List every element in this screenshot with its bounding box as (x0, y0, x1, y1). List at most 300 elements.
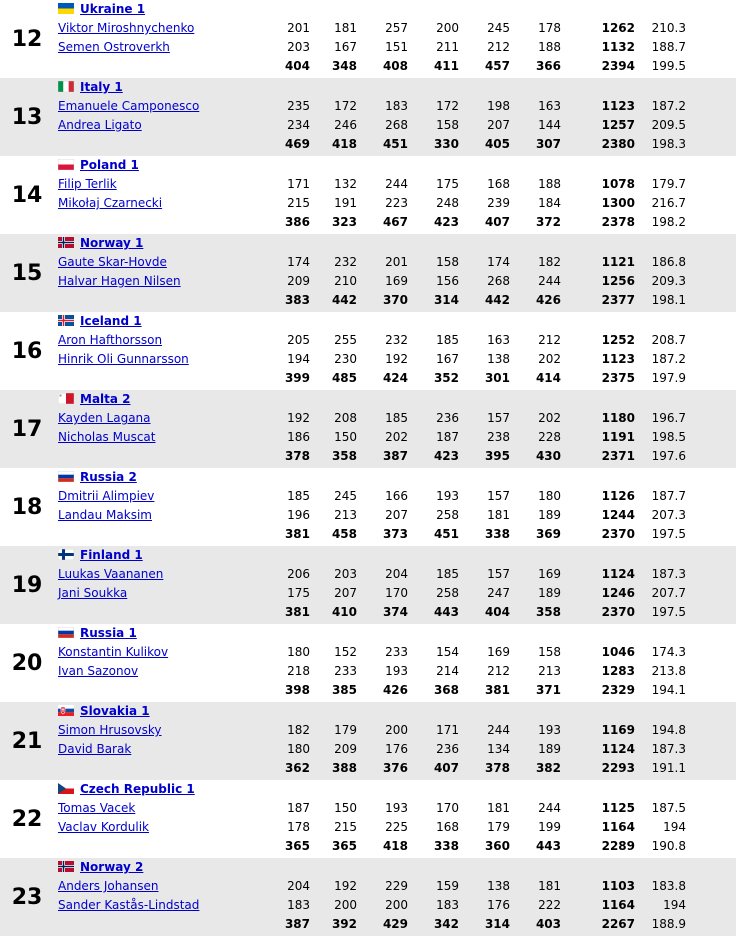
game-score: 203 (310, 565, 357, 584)
game-score: 134 (459, 740, 510, 759)
team-block (0, 312, 736, 390)
player-row (0, 331, 736, 350)
team-total-row (0, 915, 736, 936)
team-game-total: 371 (510, 681, 561, 702)
team-average: 197.5 (635, 525, 686, 546)
player-name-cell (54, 428, 270, 447)
game-score: 204 (357, 565, 408, 584)
team-header-row (0, 858, 736, 877)
team-average: 194.1 (635, 681, 686, 702)
poland-flag-icon (58, 157, 74, 168)
spacer-cell (54, 603, 270, 624)
game-score: 200 (357, 721, 408, 740)
game-score: 180 (270, 740, 310, 759)
game-score: 150 (310, 799, 357, 818)
game-score: 187 (270, 799, 310, 818)
team-name-link[interactable]: Russia 1 (80, 626, 137, 640)
team-header-row (0, 468, 736, 487)
game-score: 202 (510, 350, 561, 369)
spacer-cell (686, 915, 736, 936)
game-score: 215 (270, 194, 310, 213)
player-name-cell (54, 253, 270, 272)
player-name-link[interactable]: David Barak (58, 742, 132, 756)
spacer-cell (686, 584, 736, 603)
game-score: 258 (408, 584, 459, 603)
game-score: 200 (357, 896, 408, 915)
team-header-row (0, 156, 736, 175)
game-score: 210 (310, 272, 357, 291)
team-game-total: 451 (408, 525, 459, 546)
game-score: 200 (408, 19, 459, 38)
player-name-link[interactable]: Ivan Sazonov (58, 664, 139, 678)
player-row (0, 487, 736, 506)
player-row (0, 97, 736, 116)
norway-flag-icon (58, 859, 74, 870)
team-game-total: 467 (357, 213, 408, 234)
team-name-link[interactable]: Italy 1 (80, 80, 123, 94)
team-name-cell (54, 390, 736, 409)
game-score: 166 (357, 487, 408, 506)
player-name-link[interactable]: Tomas Vacek (58, 801, 136, 815)
player-name-link[interactable]: Viktor Miroshnychenko (58, 21, 195, 35)
team-game-total: 385 (310, 681, 357, 702)
team-game-total: 352 (408, 369, 459, 390)
player-name-link[interactable]: Andrea Ligato (58, 118, 142, 132)
team-name-link[interactable]: Malta 2 (80, 392, 131, 406)
team-total-row (0, 759, 736, 780)
game-score: 184 (510, 194, 561, 213)
team-name-link[interactable]: Russia 2 (80, 470, 137, 484)
game-score: 239 (459, 194, 510, 213)
team-game-total: 301 (459, 369, 510, 390)
team-average: 197.5 (635, 603, 686, 624)
team-name-link[interactable]: Poland 1 (80, 158, 139, 172)
player-total: 1256 (561, 272, 635, 291)
game-score: 157 (459, 565, 510, 584)
player-name-cell (54, 194, 270, 213)
game-score: 247 (459, 584, 510, 603)
russia-flag-icon (58, 625, 74, 636)
game-score: 163 (459, 331, 510, 350)
spacer-cell (54, 759, 270, 780)
team-game-total: 424 (357, 369, 408, 390)
game-score: 180 (270, 643, 310, 662)
player-name-cell (54, 116, 270, 135)
player-row (0, 799, 736, 818)
game-score: 181 (510, 877, 561, 896)
iceland-flag-icon (58, 313, 74, 324)
team-name-link[interactable]: Norway 2 (80, 860, 144, 874)
player-row (0, 116, 736, 135)
player-total: 1283 (561, 662, 635, 681)
player-name-cell (54, 19, 270, 38)
team-grand-total: 2371 (561, 447, 635, 468)
player-name-link[interactable]: Hinrik Oli Gunnarsson (58, 352, 189, 366)
player-row (0, 877, 736, 896)
player-total: 1262 (561, 19, 635, 38)
player-row (0, 643, 736, 662)
team-game-total: 469 (270, 135, 310, 156)
game-score: 244 (510, 272, 561, 291)
player-row (0, 38, 736, 57)
team-average: 197.6 (635, 447, 686, 468)
game-score: 244 (510, 799, 561, 818)
team-rank: 19 (0, 546, 54, 624)
spacer-cell (686, 116, 736, 135)
team-total-row (0, 603, 736, 624)
team-rank: 21 (0, 702, 54, 780)
game-score: 154 (408, 643, 459, 662)
spacer-cell (686, 603, 736, 624)
spacer-cell (686, 525, 736, 546)
team-total-row (0, 369, 736, 390)
team-game-total: 358 (510, 603, 561, 624)
game-score: 235 (270, 97, 310, 116)
team-game-total: 407 (408, 759, 459, 780)
game-score: 207 (459, 116, 510, 135)
player-average: 198.5 (635, 428, 686, 447)
game-score: 214 (408, 662, 459, 681)
spacer-cell (686, 799, 736, 818)
team-game-total: 395 (459, 447, 510, 468)
spacer-cell (54, 135, 270, 156)
game-score: 192 (270, 409, 310, 428)
game-score: 201 (270, 19, 310, 38)
game-score: 187 (408, 428, 459, 447)
team-average: 188.9 (635, 915, 686, 936)
player-name-link[interactable]: Semen Ostroverkh (58, 40, 170, 54)
game-score: 169 (357, 272, 408, 291)
player-name-link[interactable]: Luukas Vaananen (58, 567, 164, 581)
player-name-link[interactable]: Konstantin Kulikov (58, 645, 169, 659)
game-score: 233 (310, 662, 357, 681)
player-name-link[interactable]: Landau Maksim (58, 508, 152, 522)
team-game-total: 362 (270, 759, 310, 780)
team-rank: 13 (0, 78, 54, 156)
norway-flag-icon (58, 235, 74, 246)
game-score: 185 (408, 565, 459, 584)
player-total: 1246 (561, 584, 635, 603)
team-game-total: 430 (510, 447, 561, 468)
player-average: 174.3 (635, 643, 686, 662)
team-name-cell (54, 468, 736, 487)
game-score: 199 (510, 818, 561, 837)
spacer-cell (54, 447, 270, 468)
game-score: 176 (459, 896, 510, 915)
game-score: 225 (357, 818, 408, 837)
player-row (0, 565, 736, 584)
game-score: 181 (310, 19, 357, 38)
team-average: 199.5 (635, 57, 686, 78)
game-score: 229 (357, 877, 408, 896)
game-score: 171 (270, 175, 310, 194)
team-average: 198.2 (635, 213, 686, 234)
spacer-cell (54, 291, 270, 312)
game-score: 172 (408, 97, 459, 116)
spacer-cell (686, 818, 736, 837)
player-name-link[interactable]: Dmitrii Alimpiev (58, 489, 155, 503)
team-grand-total: 2375 (561, 369, 635, 390)
player-name-link[interactable]: Sander Kastås-Lindstad (58, 898, 200, 912)
game-score: 236 (408, 409, 459, 428)
player-average: 216.7 (635, 194, 686, 213)
team-name-link[interactable]: Norway 1 (80, 236, 144, 250)
player-row (0, 506, 736, 525)
team-game-total: 426 (357, 681, 408, 702)
game-score: 183 (408, 896, 459, 915)
game-score: 205 (270, 331, 310, 350)
team-game-total: 360 (459, 837, 510, 858)
player-average: 187.3 (635, 565, 686, 584)
team-game-total: 370 (357, 291, 408, 312)
team-game-total: 403 (510, 915, 561, 936)
team-game-total: 378 (459, 759, 510, 780)
spacer-cell (54, 915, 270, 936)
spacer-cell (54, 837, 270, 858)
team-game-total: 381 (459, 681, 510, 702)
team-name-link[interactable]: Finland 1 (80, 548, 143, 562)
player-average: 187.3 (635, 740, 686, 759)
team-name-cell (54, 234, 736, 253)
team-name-link[interactable]: Iceland 1 (80, 314, 142, 328)
team-rank: 14 (0, 156, 54, 234)
game-score: 196 (270, 506, 310, 525)
game-score: 159 (408, 877, 459, 896)
player-name-link[interactable]: Halvar Hagen Nilsen (58, 274, 181, 288)
game-score: 258 (408, 506, 459, 525)
game-score: 228 (510, 428, 561, 447)
game-score: 185 (408, 331, 459, 350)
player-name-cell (54, 175, 270, 194)
spacer-cell (686, 877, 736, 896)
player-average: 186.8 (635, 253, 686, 272)
game-score: 202 (357, 428, 408, 447)
spacer-cell (686, 428, 736, 447)
game-score: 157 (459, 487, 510, 506)
player-total: 1126 (561, 487, 635, 506)
team-block (0, 390, 736, 468)
game-score: 183 (357, 97, 408, 116)
team-block (0, 78, 736, 156)
team-game-total: 372 (510, 213, 561, 234)
team-name-link[interactable]: Ukraine 1 (80, 2, 146, 16)
team-rank: 22 (0, 780, 54, 858)
italy-flag-icon (58, 79, 74, 90)
player-total: 1164 (561, 818, 635, 837)
game-score: 132 (310, 175, 357, 194)
team-game-total: 398 (270, 681, 310, 702)
malta-flag-icon (58, 391, 74, 402)
game-score: 172 (310, 97, 357, 116)
team-game-total: 442 (459, 291, 510, 312)
team-rank: 16 (0, 312, 54, 390)
game-score: 215 (310, 818, 357, 837)
team-rank: 20 (0, 624, 54, 702)
player-total: 1123 (561, 350, 635, 369)
player-name-cell (54, 506, 270, 525)
team-game-total: 378 (270, 447, 310, 468)
team-game-total: 386 (270, 213, 310, 234)
team-rank: 12 (0, 0, 54, 78)
team-grand-total: 2394 (561, 57, 635, 78)
game-score: 175 (408, 175, 459, 194)
team-grand-total: 2378 (561, 213, 635, 234)
player-name-link[interactable]: Filip Terlik (58, 177, 117, 191)
game-score: 213 (510, 662, 561, 681)
player-name-link[interactable]: Aron Hafthorsson (58, 333, 163, 347)
player-name-cell (54, 272, 270, 291)
team-game-total: 381 (270, 603, 310, 624)
player-name-link[interactable]: Emanuele Camponesco (58, 99, 200, 113)
game-score: 189 (510, 740, 561, 759)
player-name-link[interactable]: Vaclav Kordulik (58, 820, 150, 834)
team-game-total: 399 (270, 369, 310, 390)
player-total: 1257 (561, 116, 635, 135)
player-total: 1125 (561, 799, 635, 818)
team-game-total: 443 (510, 837, 561, 858)
player-name-link[interactable]: Mikołaj Czarnecki (58, 196, 163, 210)
game-score: 207 (357, 506, 408, 525)
game-score: 170 (408, 799, 459, 818)
team-game-total: 387 (270, 915, 310, 936)
game-score: 178 (510, 19, 561, 38)
team-block (0, 468, 736, 546)
player-name-cell (54, 662, 270, 681)
team-total-row (0, 447, 736, 468)
player-name-link[interactable]: Gaute Skar-Hovde (58, 255, 167, 269)
team-game-total: 426 (510, 291, 561, 312)
player-name-link[interactable]: Jani Soukka (58, 586, 128, 600)
team-game-total: 374 (357, 603, 408, 624)
game-score: 168 (459, 175, 510, 194)
team-header-row (0, 234, 736, 253)
team-game-total: 418 (310, 135, 357, 156)
team-game-total: 342 (408, 915, 459, 936)
player-name-link[interactable]: Simon Hrusovsky (58, 723, 162, 737)
player-row (0, 19, 736, 38)
game-score: 167 (310, 38, 357, 57)
player-total: 1164 (561, 896, 635, 915)
team-game-total: 338 (459, 525, 510, 546)
team-total-row (0, 57, 736, 78)
team-game-total: 381 (270, 525, 310, 546)
game-score: 182 (510, 253, 561, 272)
player-average: 187.2 (635, 350, 686, 369)
game-score: 138 (459, 877, 510, 896)
game-score: 174 (270, 253, 310, 272)
team-name-cell (54, 624, 736, 643)
game-score: 157 (459, 409, 510, 428)
game-score: 175 (270, 584, 310, 603)
team-total-row (0, 291, 736, 312)
player-name-cell (54, 643, 270, 662)
spacer-cell (686, 213, 736, 234)
game-score: 189 (510, 584, 561, 603)
player-average: 207.3 (635, 506, 686, 525)
team-name-link[interactable]: Slovakia 1 (80, 704, 150, 718)
team-block (0, 234, 736, 312)
team-average: 198.1 (635, 291, 686, 312)
team-game-total: 365 (310, 837, 357, 858)
game-score: 200 (310, 896, 357, 915)
game-score: 204 (270, 877, 310, 896)
spacer-cell (686, 57, 736, 78)
player-total: 1123 (561, 97, 635, 116)
player-row (0, 409, 736, 428)
team-grand-total: 2267 (561, 915, 635, 936)
game-score: 268 (459, 272, 510, 291)
player-name-cell (54, 818, 270, 837)
game-score: 244 (459, 721, 510, 740)
team-game-total: 307 (510, 135, 561, 156)
game-score: 232 (310, 253, 357, 272)
spacer-cell (686, 97, 736, 116)
team-grand-total: 2370 (561, 603, 635, 624)
spacer-cell (686, 662, 736, 681)
game-score: 169 (459, 643, 510, 662)
game-score: 203 (270, 38, 310, 57)
player-name-link[interactable]: Anders Johansen (58, 879, 159, 893)
game-score: 179 (459, 818, 510, 837)
team-grand-total: 2380 (561, 135, 635, 156)
player-average: 213.8 (635, 662, 686, 681)
game-score: 209 (270, 272, 310, 291)
game-score: 213 (310, 506, 357, 525)
game-score: 150 (310, 428, 357, 447)
team-total-row (0, 837, 736, 858)
game-score: 158 (408, 253, 459, 272)
game-score: 181 (459, 799, 510, 818)
game-score: 194 (270, 350, 310, 369)
team-header-row (0, 0, 736, 19)
player-average: 210.3 (635, 19, 686, 38)
team-header-row (0, 390, 736, 409)
spacer-cell (686, 759, 736, 780)
player-name-link[interactable]: Kayden Lagana (58, 411, 151, 425)
team-block (0, 858, 736, 936)
player-total: 1124 (561, 565, 635, 584)
ukraine-flag-icon (58, 1, 74, 12)
game-score: 163 (510, 97, 561, 116)
slovakia-flag-icon (58, 703, 74, 714)
team-block (0, 546, 736, 624)
team-game-total: 410 (310, 603, 357, 624)
game-score: 257 (357, 19, 408, 38)
team-header-row (0, 702, 736, 721)
team-name-cell (54, 312, 736, 331)
team-game-total: 338 (408, 837, 459, 858)
player-total: 1300 (561, 194, 635, 213)
team-name-cell (54, 858, 736, 877)
player-name-cell (54, 740, 270, 759)
player-name-link[interactable]: Nicholas Muscat (58, 430, 156, 444)
game-score: 170 (357, 584, 408, 603)
team-grand-total: 2377 (561, 291, 635, 312)
spacer-cell (686, 721, 736, 740)
team-name-link[interactable]: Czech Republic 1 (80, 782, 195, 796)
game-score: 169 (510, 565, 561, 584)
player-row (0, 175, 736, 194)
player-average: 187.7 (635, 487, 686, 506)
team-header-row (0, 312, 736, 331)
player-average: 194.8 (635, 721, 686, 740)
game-score: 174 (459, 253, 510, 272)
team-block (0, 624, 736, 702)
spacer-cell (54, 57, 270, 78)
player-row (0, 896, 736, 915)
player-row (0, 662, 736, 681)
game-score: 167 (408, 350, 459, 369)
